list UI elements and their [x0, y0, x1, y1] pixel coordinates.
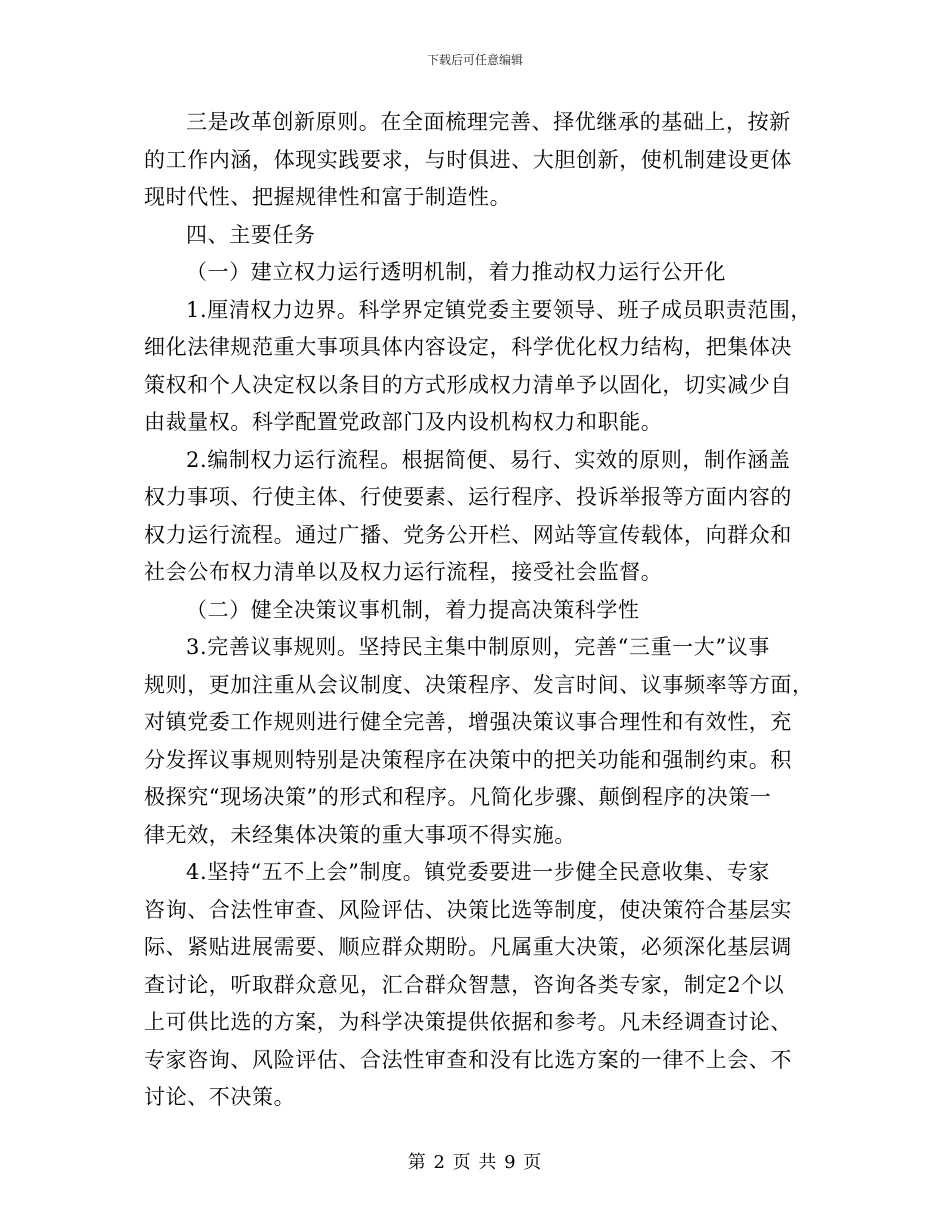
text-line: （一）建立权力运行透明机制，着力推动权力运行公开化 — [186, 260, 726, 284]
text-line: 对镇党委工作规则进行健全完善，增强决策议事合理性和有效性，充 — [144, 710, 792, 734]
text-line: 专家咨询、风险评估、合法性审查和没有比选方案的一律不上会、不 — [144, 1047, 792, 1072]
text-line: 3.完善议事规则。坚持民主集中制原则，完善“三重一大”议事 — [186, 635, 770, 659]
text-line: 律无效，未经集体决策的重大事项不得实施。 — [144, 822, 576, 847]
text-line: （二）健全决策议事机制，着力提高决策科学性 — [186, 597, 640, 622]
text-line: 三是改革创新原则。在全面梳理完善、择优继承的基础上，按新 — [186, 110, 791, 134]
page-header: 下载后可任意编辑 — [426, 53, 523, 67]
text-line: 权力事项、行使主体、行使要素、运行程序、投诉举报等方面内容的 — [144, 485, 792, 509]
page-number-footer: 第 2 页 共 9 页 — [407, 1152, 543, 1173]
document-body — [144, 104, 814, 1117]
text-line: 策权和个人决定权以条目的方式形成权力清单予以固化，切实减少自 — [144, 372, 792, 397]
text-line: 现时代性、把握规律性和富于制造性。 — [144, 185, 512, 209]
text-line: 的工作内涵，体现实践要求，与时俱进、大胆创新，使机制建设更体 — [144, 147, 792, 172]
text-line: 权力运行流程。通过广播、党务公开栏、网站等宣传载体，向群众和 — [144, 522, 792, 547]
text-line: 极探究“现场决策”的形式和程序。凡简化步骤、颠倒程序的决策一 — [144, 785, 772, 809]
text-line: 2.编制权力运行流程。根据简便、易行、实效的原则，制作涵盖 — [186, 447, 791, 472]
text-line: 规则，更加注重从会议制度、决策程序、发言时间、议事频率等方面， — [144, 672, 814, 697]
text-line: 上可供比选的方案，为科学决策提供依据和参考。凡未经调查讨论、 — [144, 1010, 792, 1034]
text-line: 1.厘清权力边界。科学界定镇党委主要领导、班子成员职责范围， — [186, 297, 813, 322]
text-line: 咨询、合法性审查、风险评估、决策比选等制度，使决策符合基层实 — [144, 897, 792, 922]
text-line: 社会公布权力清单以及权力运行流程，接受社会监督。 — [144, 560, 663, 584]
text-line: 分发挥议事规则特别是决策程序在决策中的把关功能和强制约束。积 — [144, 747, 792, 772]
text-line: 由裁量权。科学配置党政部门及内设机构权力和职能。 — [144, 410, 663, 434]
text-line: 四、主要任务 — [186, 222, 316, 247]
text-line: 细化法律规范重大事项具体内容设定，科学优化权力结构，把集体决 — [144, 335, 792, 359]
text-line: 查讨论，听取群众意见，汇合群众智慧，咨询各类专家，制定2个以 — [144, 972, 785, 997]
text-line: 际、紧贴进展需要、顺应群众期盼。凡属重大决策，必须深化基层调 — [144, 935, 792, 959]
text-line: 4.坚持“五不上会”制度。镇党委要进一步健全民意收集、专家 — [186, 860, 770, 884]
text-line: 讨论、不决策。 — [144, 1085, 296, 1109]
